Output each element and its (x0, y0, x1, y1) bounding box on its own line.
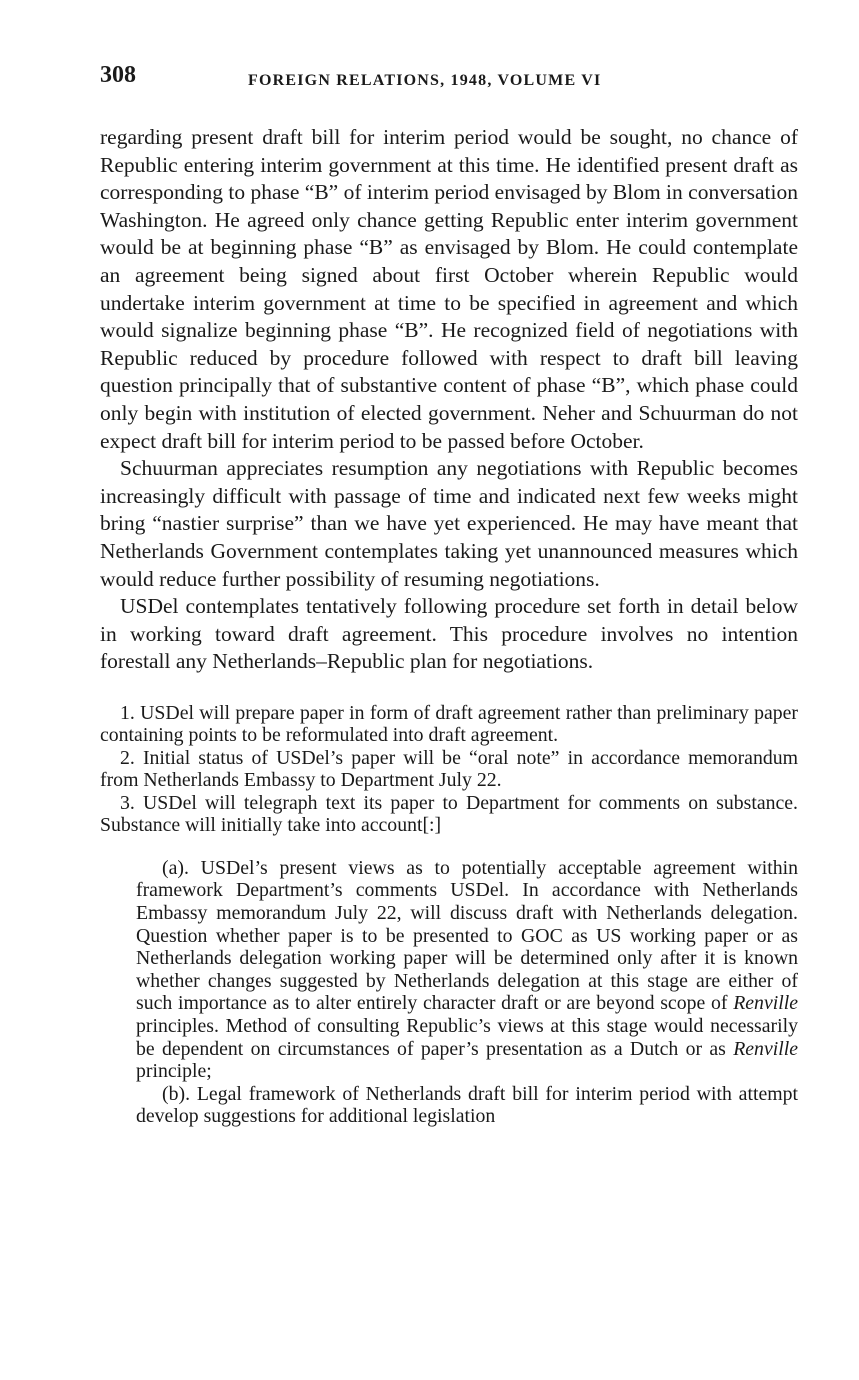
sub-item-b-label: (b). (162, 1082, 191, 1105)
sub-item-b-text-1: Legal framework of Netherlands draft bill for interim period with attempt develop suggestions for additional legislation (136, 1082, 798, 1128)
numbered-item-1: 1. USDel will prepare paper in form of draft agreement rather than preliminary paper containing points to be reformulated into draft agreement. (100, 701, 798, 747)
numbered-item-3: 3. USDel will telegraph text its paper to Department for comments on substance. Substance will initially take into account[:] (100, 791, 798, 837)
running-title: FOREIGN RELATIONS, 1948, VOLUME VI (248, 72, 602, 89)
sub-item-a-italic-1: Renville (733, 992, 798, 1015)
sub-item-a (136, 857, 798, 1083)
numbered-item-2: 2. Initial status of USDel’s paper will be “oral note” in accordance memorandum from Netherlands Embassy to Department July 22. (100, 746, 798, 792)
paragraph-usdel-procedure: USDel contemplates tentatively following procedure set forth in detail below in working toward draft agreement. This procedure involves no intention forestall any Netherlands–Republic plan for negotiations. (100, 594, 798, 674)
page-number: 308 (100, 62, 136, 88)
sub-item-a-text-3: principle; (136, 1060, 212, 1083)
sub-item-a-label: (a). (162, 856, 189, 879)
sub-item-a-text-1: USDel’s present views as to potentially acceptable agreement within framework Department’s comments USDel. In accordance with Netherlands Embassy memorandum July 22, will discuss draft with Netherlands delegation. Question whether paper is to be presented to GOC as US working paper or as Netherlands delegation working paper will be determined only after it is known whether changes suggested by Netherlands delegation at this stage are either of such importance as to alter entirely character draft or are beyond scope of (136, 856, 798, 1015)
paragraph-schuurman: Schuurman appreciates resumption any negotiations with Republic becomes increasingly difficult with passage of time and indicated next few weeks might bring “nastier surprise” than we have yet experienced. He may have meant that Netherlands Government contemplates taking yet unannounced measures which would reduce further possibility of resuming negotiations. (100, 456, 798, 591)
sub-item-b (136, 1083, 798, 1128)
page-header (100, 62, 798, 102)
sub-item-a-text-2: principles. Method of consulting Republic’s views at this stage would necessarily be dependent on circumstances of paper’s presentation as a Dutch or as (136, 1015, 798, 1060)
paragraph-continuation: regarding present draft bill for interim period would be sought, no chance of Republic entering interim government at this time. He identified present draft as corresponding to phase “B” of interim period envisaged by Blom in conversation Washington. He agreed only chance getting Republic enter interim government would be at beginning phase “B” as envisaged by Blom. He could contemplate an agreement being signed about first October wherein Republic would undertake interim government at time to be specified in agreement and which would signalize beginning phase “B”. He recognized field of negotiations with Republic reduced by procedure followed with respect to draft bill leaving question principally that of substantive content of phase “B”, which phase could only begin with institution of elected government. Neher and Schuurman do not expect draft bill for interim period to be passed before October. (100, 125, 798, 453)
sub-item-a-italic-2: Renville (733, 1037, 798, 1060)
document-page (100, 62, 798, 1128)
